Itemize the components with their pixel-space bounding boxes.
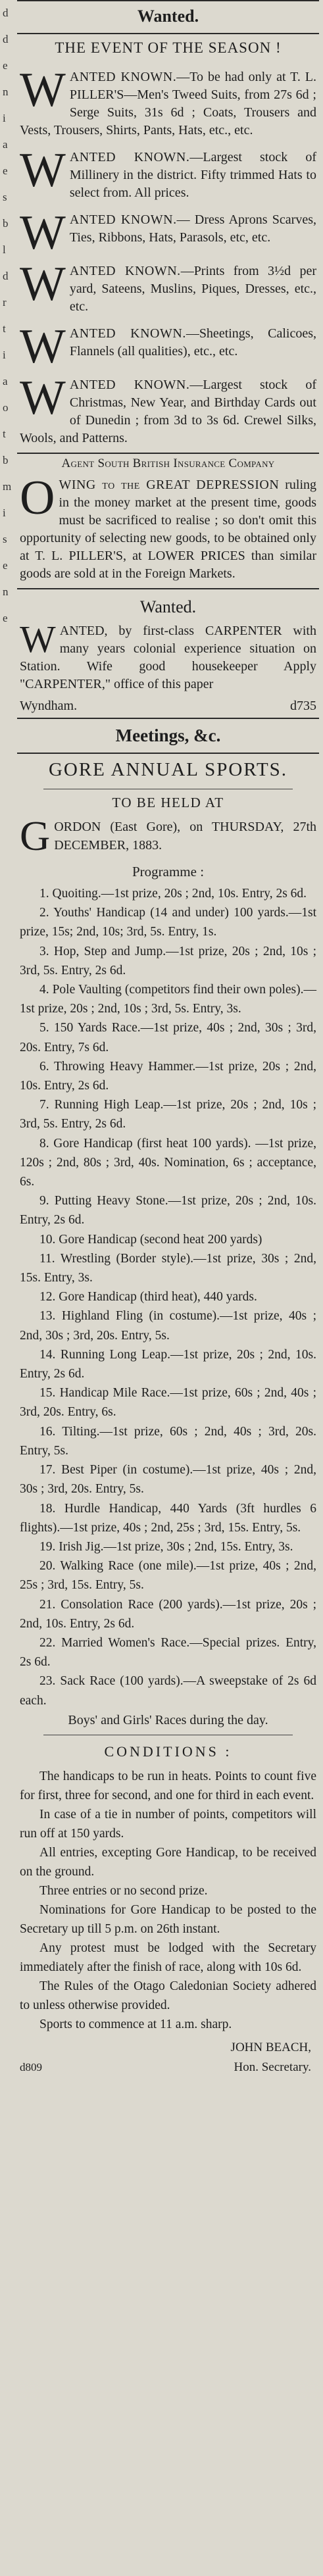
gutter-glyph: o [3,401,9,414]
event-item: 19. Irish Jig.—1st prize, 30s ; 2nd, 15s. Entry, 3s. [39,1539,293,1554]
gutter-glyph: b [3,217,9,230]
gutter-glyph: l [3,243,6,256]
wanted-ad [17,372,319,453]
sports-title: GORE ANNUAL SPORTS. [48,759,288,780]
gutter-glyph: t [3,428,6,440]
wanted-heading: Wanted. [137,7,199,26]
condition-item: Sports to commence at 11 a.m. sharp. [39,2017,232,2031]
ad-text: —Largest stock of Millinery in the district. Fifty trimmed Hats to select from. All prices. [69,150,316,200]
events-list [17,884,319,1710]
event-item: 12. Gore Handicap (third heat), 440 yards. [39,1290,257,1304]
ad-drop-cap: W [20,371,66,425]
secretary-title: Hon. Secretary. [234,2060,311,2074]
event-item: 18. Hurdle Handicap, 440 Yards (3ft hurdles 6 flights).—1st prize, 40s ; 2nd, 25s ; 3rd, 15s. Entry, 5s. [20,1501,316,1535]
gutter-glyph: a [3,375,8,387]
condition-item: All entries, excepting Gore Handicap, to be received on the ground. [20,1845,316,1879]
gutter-glyph: d [3,270,9,282]
position-wanted-title: Wanted. [139,597,197,616]
event-item: 2. Youths' Handicap (14 and under) 100 yards.—1st prize, 15s; 2nd, 10s; 3rd, 5s. Entry, 1s. [20,906,316,939]
agent-lead: WING to the GREAT DEPRESSION [59,478,280,492]
secretary-block [17,2034,319,2077]
event-item: 14. Running Long Leap.—1st prize, 20s ; 2nd, 10s. Entry, 2s 6d. [20,1347,316,1381]
meetings-heading: Meetings, &c. [115,726,221,745]
agent-ad [17,472,319,588]
event-item: 20. Walking Race (one mile).—1st prize, 40s ; 2nd, 25s ; 3rd, 15s. Entry, 5s. [20,1559,316,1593]
event-item: 13. Highland Fling (in costume).—1st prize, 40s ; 2nd, 30s ; 3rd, 20s. Entry, 5s. [20,1309,316,1343]
condition-item: Nominations for Gore Handicap to be posted to the Secretary up till 5 p.m. on 26th instant. [20,1902,316,1936]
ad-text: —Sheetings, Calicoes, Flannels (all qualities), etc., etc. [69,326,316,359]
event-item: 5. 150 Yards Race.—1st prize, 40s ; 2nd, 30s ; 3rd, 20s. Entry, 7s 6d. [20,1021,316,1054]
gutter-glyph: d [3,33,9,45]
condition-item: The handicaps to be run in heats. Points to count five for first, three for second, and one for third in each event. [20,1769,316,1802]
position-signature [17,699,319,718]
ad-drop-cap: W [20,320,66,374]
gutter-glyph: r [3,296,7,309]
ad-lead: ANTED KNOWN. [69,212,177,227]
programme-label: Programme : [132,864,205,879]
intro-text: ORDON (East Gore), on THURSDAY, 27th DECEMBER, 1883. [54,820,316,853]
secretary-name: JOHN BEACH, [230,2040,311,2054]
agent-heading: Agent South British Insurance Company [61,457,275,470]
position-place: Wyndham. [20,699,78,713]
ad-text: —Largest stock of Christmas, New Year, and Birthday Cards out of Dunedin ; from 3d to 3s 6d. Crewel Silks, Wools, and Patterns. [20,378,316,445]
event-item: 6. Throwing Heavy Hammer.—1st prize, 20s ; 2nd, 10s. Entry, 2s 6d. [20,1059,316,1093]
wanted-ads-list [17,64,319,453]
left-gutter-fragments [0,0,14,2576]
event-item: 15. Handicap Mile Race.—1st prize, 60s ; 2nd, 40s ; 3rd, 20s. Entry, 6s. [20,1386,316,1420]
gutter-glyph: a [3,138,8,151]
gutter-glyph: b [3,454,9,466]
agent-text: ruling in the money market at the present time, goods must be sacrificed to realise ; so don't omit this opportunity of selecting new goods, to be obtained only at T. L. PILLER'S, at LOWER PRICES than similar goods are sold at in the Foreign Markets. [20,478,317,581]
condition-item: Three entries or no second prize. [39,1883,208,1898]
wanted-ad [17,259,319,321]
ad-lead: ANTED KNOWN. [69,378,190,392]
ad-drop-cap: W [20,206,66,260]
ad-lead: ANTED KNOWN. [69,150,190,164]
gutter-glyph: e [3,612,8,624]
gutter-glyph: n [3,86,9,98]
to-be-held: TO BE HELD AT [112,795,224,810]
gutter-glyph: n [3,585,9,598]
position-wanted-body [17,618,319,699]
gutter-glyph: e [3,559,8,572]
intro-drop-cap: G [20,812,51,859]
event-item: 16. Tilting.—1st prize, 60s ; 2nd, 40s ; 3rd, 20s. Entry, 5s. [20,1424,316,1458]
gutter-glyph: d [3,7,9,19]
event-item: 23. Sack Race (100 yards).—A sweepstake of 2s 6d each. [20,1674,316,1708]
event-item: 4. Pole Vaulting (competitors find their own poles).—1st prize, 20s ; 2nd, 10s ; 3rd, 5s. Entry, 3s. [20,983,316,1016]
ad-text: — Dress Aprons Scarves, Ties, Ribbons, Hats, Parasols, etc, etc. [69,212,316,245]
position-drop-cap: W [20,618,56,660]
event-item: 10. Gore Handicap (second heat 200 yards) [39,1232,262,1247]
condition-item: Any protest must be lodged with the Secretary immediately after the finish of race, along with 10s 6d. [20,1941,316,1974]
conditions-title: CONDITIONS : [104,1743,232,1760]
position-code: d735 [290,699,316,713]
ad-lead: ANTED KNOWN. [69,264,181,278]
gutter-glyph: i [3,507,6,519]
agent-drop-cap: O [20,471,55,525]
event-item: 8. Gore Handicap (first heat 100 yards). —1st prize, 120s ; 2nd, 80s ; 3rd, 40s. Nomination, 6s ; acceptance, 6s. [20,1136,316,1189]
wanted-ad [17,64,319,145]
conditions-list [17,1767,319,2034]
ad-text: —To be had only at T. L. PILLER'S—Men's Tweed Suits, from 27s 6d ; Serge Suits, 31s 6d ; Coats, Trousers and Vests, Trousers, Shirts, Pants, Hats, etc., etc. [20,70,316,137]
gutter-glyph: i [3,112,6,124]
footer-code: d809 [20,2060,42,2073]
boys-girls-races: Boys' and Girls' Races during the day. [68,1712,268,1727]
ad-drop-cap: W [20,143,66,197]
condition-item: The Rules of the Otago Caledonian Society adhered to unless otherwise provided. [20,1979,316,2012]
gutter-glyph: e [3,59,8,72]
sports-intro [17,812,319,859]
gutter-glyph: i [3,349,6,361]
wanted-ad [17,207,319,259]
position-text: ANTED, by first-class CARPENTER with many years colonial experience situation on Station. Wife good housekeeper Apply "CARPENTER," office of this paper [20,624,316,691]
event-item: 17. Best Piper (in costume).—1st prize, 40s ; 2nd, 30s ; 3rd, 20s. Entry, 5s. [20,1463,316,1497]
event-item: 22. Married Women's Race.—Special prizes. Entry, 2s 6d. [20,1635,316,1670]
event-item: 7. Running High Leap.—1st prize, 20s ; 2nd, 10s ; 3rd, 5s. Entry, 2s 6d. [20,1098,316,1131]
ad-lead: ANTED KNOWN. [69,70,177,84]
ad-drop-cap: W [20,63,66,117]
gutter-glyph: t [3,322,6,335]
gutter-glyph: e [3,164,8,177]
event-item: 3. Hop, Step and Jump.—1st prize, 20s ; 2nd, 10s ; 3rd, 5s. Entry, 2s 6d. [20,944,316,978]
gutter-glyph: m [3,480,12,493]
event-item: 9. Putting Heavy Stone.—1st prize, 20s ; 2nd, 10s. Entry, 2s 6d. [20,1194,316,1227]
event-item: 1. Quoiting.—1st prize, 20s ; 2nd, 10s. Entry, 2s 6d. [39,887,307,901]
event-item: 11. Wrestling (Border style).—1st prize, 30s ; 2nd, 15s. Entry, 3s. [20,1251,316,1285]
event-subhead: THE EVENT OF THE SEASON ! [55,39,282,56]
condition-item: In case of a tie in number of points, competitors will run off at 150 yards. [20,1807,316,1841]
ad-text: —Prints from 3½d per yard, Sateens, Muslins, Piques, Dresses, etc., etc. [69,264,316,314]
wanted-ad [17,321,319,372]
event-item: 21. Consolation Race (200 yards).—1st prize, 20s ; 2nd, 10s. Entry, 2s 6d. [20,1597,316,1631]
gutter-glyph: s [3,533,7,545]
gutter-glyph: s [3,191,7,203]
wanted-ad [17,145,319,207]
ad-drop-cap: W [20,257,66,311]
ad-lead: ANTED KNOWN. [69,326,186,341]
